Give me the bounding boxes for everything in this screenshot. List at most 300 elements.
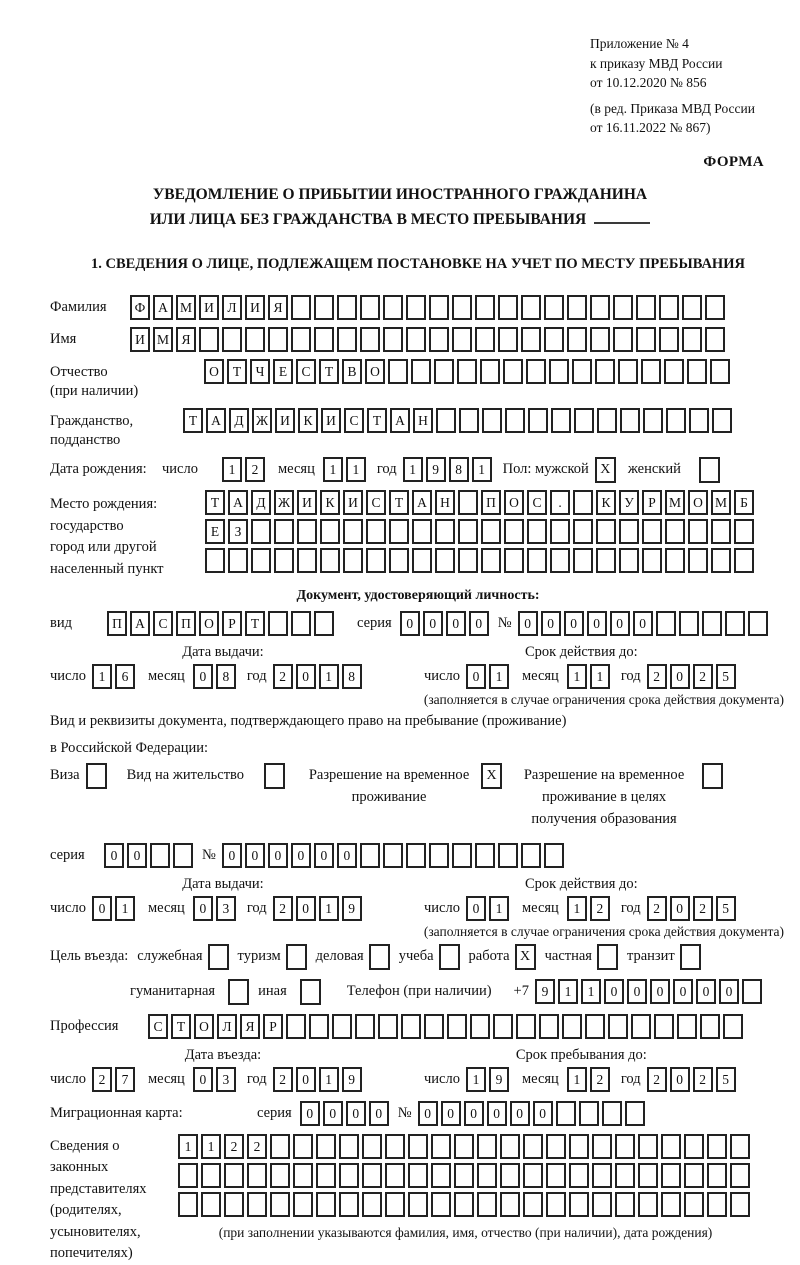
char-cell[interactable] bbox=[475, 327, 495, 352]
char-cell[interactable] bbox=[498, 295, 518, 320]
char-cell[interactable] bbox=[270, 1192, 290, 1217]
char-cell[interactable] bbox=[388, 359, 408, 384]
char-cell[interactable]: 1 bbox=[319, 664, 339, 689]
char-cell[interactable] bbox=[661, 1163, 681, 1188]
char-cell[interactable] bbox=[636, 327, 656, 352]
char-cell[interactable] bbox=[688, 519, 708, 544]
char-cell[interactable] bbox=[615, 1134, 635, 1159]
char-cell[interactable] bbox=[360, 295, 380, 320]
char-cell[interactable] bbox=[682, 327, 702, 352]
char-cell[interactable] bbox=[615, 1163, 635, 1188]
char-cell[interactable]: 1 bbox=[115, 896, 135, 921]
char-cell[interactable]: 9 bbox=[535, 979, 555, 1004]
char-cell[interactable] bbox=[247, 1163, 267, 1188]
char-cell[interactable]: А bbox=[228, 490, 248, 515]
char-cell[interactable]: 2 bbox=[693, 1067, 713, 1092]
char-cell[interactable] bbox=[659, 295, 679, 320]
char-cell[interactable] bbox=[711, 548, 731, 573]
char-cell[interactable] bbox=[528, 408, 548, 433]
char-cell[interactable]: 1 bbox=[567, 664, 587, 689]
char-cell[interactable]: П bbox=[176, 611, 196, 636]
char-cell[interactable] bbox=[362, 1134, 382, 1159]
char-cell[interactable] bbox=[475, 295, 495, 320]
char-cell[interactable]: 0 bbox=[650, 979, 670, 1004]
char-cell[interactable] bbox=[385, 1163, 405, 1188]
char-cell[interactable]: 0 bbox=[696, 979, 716, 1004]
char-cell[interactable]: Т bbox=[389, 490, 409, 515]
char-cell[interactable]: Б bbox=[734, 490, 754, 515]
sex-male-checkbox[interactable]: X bbox=[595, 457, 616, 483]
char-cell[interactable]: 0 bbox=[346, 1101, 366, 1126]
char-cell[interactable] bbox=[572, 359, 592, 384]
char-cell[interactable] bbox=[684, 1192, 704, 1217]
char-cell[interactable]: 2 bbox=[693, 664, 713, 689]
char-cell[interactable]: 2 bbox=[647, 664, 667, 689]
char-cell[interactable] bbox=[429, 295, 449, 320]
char-cell[interactable] bbox=[613, 295, 633, 320]
char-cell[interactable]: Д bbox=[251, 490, 271, 515]
char-cell[interactable] bbox=[597, 408, 617, 433]
char-cell[interactable] bbox=[523, 1163, 543, 1188]
char-cell[interactable] bbox=[569, 1134, 589, 1159]
char-cell[interactable]: 8 bbox=[449, 457, 469, 482]
char-cell[interactable]: 1 bbox=[323, 457, 343, 482]
char-cell[interactable] bbox=[573, 519, 593, 544]
char-cell[interactable] bbox=[458, 548, 478, 573]
char-cell[interactable]: 0 bbox=[604, 979, 624, 1004]
char-cell[interactable] bbox=[245, 327, 265, 352]
char-cell[interactable]: 0 bbox=[92, 896, 112, 921]
char-cell[interactable] bbox=[544, 295, 564, 320]
char-cell[interactable]: И bbox=[130, 327, 150, 352]
char-cell[interactable] bbox=[452, 295, 472, 320]
char-cell[interactable]: 0 bbox=[627, 979, 647, 1004]
char-cell[interactable]: 0 bbox=[323, 1101, 343, 1126]
char-cell[interactable] bbox=[459, 408, 479, 433]
char-cell[interactable]: К bbox=[298, 408, 318, 433]
char-cell[interactable] bbox=[408, 1134, 428, 1159]
char-cell[interactable] bbox=[475, 843, 495, 868]
char-cell[interactable]: О bbox=[365, 359, 385, 384]
char-cell[interactable] bbox=[389, 519, 409, 544]
char-cell[interactable]: И bbox=[245, 295, 265, 320]
char-cell[interactable] bbox=[251, 519, 271, 544]
char-cell[interactable]: 0 bbox=[337, 843, 357, 868]
char-cell[interactable] bbox=[411, 359, 431, 384]
char-cell[interactable] bbox=[573, 490, 593, 515]
char-cell[interactable]: Ф bbox=[130, 295, 150, 320]
char-cell[interactable] bbox=[291, 611, 311, 636]
char-cell[interactable] bbox=[178, 1163, 198, 1188]
char-cell[interactable]: Т bbox=[183, 408, 203, 433]
char-cell[interactable] bbox=[477, 1163, 497, 1188]
char-cell[interactable]: 2 bbox=[247, 1134, 267, 1159]
char-cell[interactable] bbox=[608, 1014, 628, 1039]
char-cell[interactable]: 1 bbox=[403, 457, 423, 482]
char-cell[interactable] bbox=[224, 1192, 244, 1217]
char-cell[interactable] bbox=[730, 1163, 750, 1188]
char-cell[interactable]: 0 bbox=[633, 611, 653, 636]
char-cell[interactable] bbox=[337, 295, 357, 320]
temp-residence-education-checkbox[interactable] bbox=[702, 763, 723, 789]
char-cell[interactable] bbox=[546, 1134, 566, 1159]
char-cell[interactable] bbox=[274, 548, 294, 573]
char-cell[interactable] bbox=[293, 1134, 313, 1159]
char-cell[interactable]: 0 bbox=[670, 1067, 690, 1092]
char-cell[interactable] bbox=[527, 548, 547, 573]
char-cell[interactable] bbox=[665, 519, 685, 544]
char-cell[interactable]: Т bbox=[367, 408, 387, 433]
char-cell[interactable]: Д bbox=[229, 408, 249, 433]
char-cell[interactable] bbox=[665, 548, 685, 573]
char-cell[interactable]: 2 bbox=[590, 1067, 610, 1092]
char-cell[interactable]: 2 bbox=[273, 896, 293, 921]
char-cell[interactable] bbox=[734, 519, 754, 544]
char-cell[interactable] bbox=[595, 359, 615, 384]
humanitarian-checkbox[interactable] bbox=[228, 979, 249, 1005]
char-cell[interactable] bbox=[383, 843, 403, 868]
char-cell[interactable] bbox=[700, 1014, 720, 1039]
char-cell[interactable] bbox=[360, 843, 380, 868]
char-cell[interactable]: 0 bbox=[469, 611, 489, 636]
char-cell[interactable]: 9 bbox=[342, 1067, 362, 1092]
char-cell[interactable]: Я bbox=[176, 327, 196, 352]
char-cell[interactable] bbox=[477, 1192, 497, 1217]
char-cell[interactable] bbox=[355, 1014, 375, 1039]
char-cell[interactable]: Е bbox=[273, 359, 293, 384]
char-cell[interactable]: 0 bbox=[670, 896, 690, 921]
char-cell[interactable] bbox=[477, 1134, 497, 1159]
char-cell[interactable]: 5 bbox=[716, 896, 736, 921]
char-cell[interactable] bbox=[500, 1192, 520, 1217]
char-cell[interactable]: 0 bbox=[441, 1101, 461, 1126]
char-cell[interactable] bbox=[730, 1134, 750, 1159]
char-cell[interactable] bbox=[569, 1163, 589, 1188]
char-cell[interactable]: П bbox=[481, 490, 501, 515]
char-cell[interactable] bbox=[551, 408, 571, 433]
char-cell[interactable]: О bbox=[688, 490, 708, 515]
char-cell[interactable] bbox=[458, 490, 478, 515]
char-cell[interactable]: Ч bbox=[250, 359, 270, 384]
char-cell[interactable] bbox=[573, 548, 593, 573]
char-cell[interactable]: 0 bbox=[418, 1101, 438, 1126]
char-cell[interactable]: 0 bbox=[127, 843, 147, 868]
char-cell[interactable] bbox=[205, 548, 225, 573]
char-cell[interactable] bbox=[642, 519, 662, 544]
char-cell[interactable]: 0 bbox=[510, 1101, 530, 1126]
char-cell[interactable] bbox=[270, 1163, 290, 1188]
char-cell[interactable] bbox=[383, 295, 403, 320]
char-cell[interactable] bbox=[343, 519, 363, 544]
char-cell[interactable]: 1 bbox=[489, 664, 509, 689]
char-cell[interactable] bbox=[516, 1014, 536, 1039]
char-cell[interactable] bbox=[247, 1192, 267, 1217]
char-cell[interactable] bbox=[666, 408, 686, 433]
char-cell[interactable] bbox=[562, 1014, 582, 1039]
char-cell[interactable] bbox=[596, 519, 616, 544]
char-cell[interactable] bbox=[659, 327, 679, 352]
char-cell[interactable]: . bbox=[550, 490, 570, 515]
char-cell[interactable]: 1 bbox=[92, 664, 112, 689]
char-cell[interactable] bbox=[527, 519, 547, 544]
char-cell[interactable]: М bbox=[665, 490, 685, 515]
char-cell[interactable] bbox=[544, 327, 564, 352]
char-cell[interactable] bbox=[454, 1134, 474, 1159]
char-cell[interactable] bbox=[378, 1014, 398, 1039]
char-cell[interactable]: Н bbox=[413, 408, 433, 433]
char-cell[interactable] bbox=[339, 1134, 359, 1159]
char-cell[interactable] bbox=[286, 1014, 306, 1039]
char-cell[interactable] bbox=[500, 1134, 520, 1159]
char-cell[interactable] bbox=[585, 1014, 605, 1039]
char-cell[interactable]: 0 bbox=[487, 1101, 507, 1126]
char-cell[interactable] bbox=[228, 548, 248, 573]
char-cell[interactable]: О bbox=[504, 490, 524, 515]
official-checkbox[interactable] bbox=[208, 944, 229, 970]
char-cell[interactable]: И bbox=[275, 408, 295, 433]
char-cell[interactable]: 1 bbox=[178, 1134, 198, 1159]
char-cell[interactable]: 0 bbox=[673, 979, 693, 1004]
char-cell[interactable]: 0 bbox=[564, 611, 584, 636]
char-cell[interactable]: С bbox=[148, 1014, 168, 1039]
char-cell[interactable] bbox=[297, 548, 317, 573]
char-cell[interactable]: К bbox=[596, 490, 616, 515]
char-cell[interactable]: 0 bbox=[464, 1101, 484, 1126]
char-cell[interactable] bbox=[596, 548, 616, 573]
char-cell[interactable] bbox=[452, 843, 472, 868]
transit-checkbox[interactable] bbox=[680, 944, 701, 970]
char-cell[interactable] bbox=[201, 1163, 221, 1188]
char-cell[interactable] bbox=[293, 1163, 313, 1188]
char-cell[interactable]: 2 bbox=[92, 1067, 112, 1092]
char-cell[interactable] bbox=[362, 1192, 382, 1217]
sex-female-checkbox[interactable] bbox=[699, 457, 720, 483]
char-cell[interactable] bbox=[406, 295, 426, 320]
char-cell[interactable] bbox=[592, 1163, 612, 1188]
char-cell[interactable] bbox=[314, 295, 334, 320]
char-cell[interactable] bbox=[619, 519, 639, 544]
char-cell[interactable] bbox=[526, 359, 546, 384]
char-cell[interactable] bbox=[725, 611, 745, 636]
char-cell[interactable]: 0 bbox=[466, 664, 486, 689]
char-cell[interactable]: 2 bbox=[647, 896, 667, 921]
char-cell[interactable] bbox=[748, 611, 768, 636]
char-cell[interactable] bbox=[505, 408, 525, 433]
char-cell[interactable]: 0 bbox=[193, 896, 213, 921]
char-cell[interactable] bbox=[592, 1134, 612, 1159]
char-cell[interactable] bbox=[320, 519, 340, 544]
char-cell[interactable]: 0 bbox=[104, 843, 124, 868]
char-cell[interactable] bbox=[656, 611, 676, 636]
char-cell[interactable] bbox=[385, 1192, 405, 1217]
char-cell[interactable] bbox=[201, 1192, 221, 1217]
char-cell[interactable]: 0 bbox=[296, 896, 316, 921]
char-cell[interactable] bbox=[470, 1014, 490, 1039]
char-cell[interactable] bbox=[320, 548, 340, 573]
char-cell[interactable] bbox=[710, 359, 730, 384]
char-cell[interactable]: Л bbox=[217, 1014, 237, 1039]
char-cell[interactable] bbox=[316, 1192, 336, 1217]
char-cell[interactable] bbox=[498, 843, 518, 868]
char-cell[interactable] bbox=[684, 1134, 704, 1159]
char-cell[interactable] bbox=[178, 1192, 198, 1217]
char-cell[interactable] bbox=[546, 1192, 566, 1217]
other-purpose-checkbox[interactable] bbox=[300, 979, 321, 1005]
char-cell[interactable] bbox=[654, 1014, 674, 1039]
char-cell[interactable] bbox=[389, 548, 409, 573]
char-cell[interactable]: 1 bbox=[319, 1067, 339, 1092]
char-cell[interactable] bbox=[316, 1134, 336, 1159]
char-cell[interactable]: 0 bbox=[400, 611, 420, 636]
char-cell[interactable]: Е bbox=[205, 519, 225, 544]
char-cell[interactable]: 1 bbox=[222, 457, 242, 482]
char-cell[interactable] bbox=[498, 327, 518, 352]
char-cell[interactable]: 2 bbox=[590, 896, 610, 921]
char-cell[interactable] bbox=[222, 327, 242, 352]
char-cell[interactable] bbox=[592, 1192, 612, 1217]
char-cell[interactable] bbox=[734, 548, 754, 573]
char-cell[interactable]: 1 bbox=[319, 896, 339, 921]
char-cell[interactable] bbox=[480, 359, 500, 384]
char-cell[interactable]: А bbox=[390, 408, 410, 433]
char-cell[interactable] bbox=[337, 327, 357, 352]
char-cell[interactable]: 0 bbox=[719, 979, 739, 1004]
char-cell[interactable]: 1 bbox=[581, 979, 601, 1004]
char-cell[interactable]: 1 bbox=[590, 664, 610, 689]
char-cell[interactable]: А bbox=[412, 490, 432, 515]
char-cell[interactable] bbox=[539, 1014, 559, 1039]
char-cell[interactable] bbox=[408, 1192, 428, 1217]
char-cell[interactable] bbox=[339, 1163, 359, 1188]
char-cell[interactable] bbox=[712, 408, 732, 433]
char-cell[interactable] bbox=[293, 1192, 313, 1217]
char-cell[interactable] bbox=[339, 1192, 359, 1217]
char-cell[interactable] bbox=[503, 359, 523, 384]
char-cell[interactable]: 8 bbox=[216, 664, 236, 689]
char-cell[interactable] bbox=[546, 1163, 566, 1188]
char-cell[interactable] bbox=[590, 327, 610, 352]
char-cell[interactable]: 3 bbox=[216, 1067, 236, 1092]
char-cell[interactable] bbox=[550, 548, 570, 573]
char-cell[interactable]: З bbox=[228, 519, 248, 544]
char-cell[interactable] bbox=[362, 1163, 382, 1188]
char-cell[interactable]: 0 bbox=[296, 664, 316, 689]
char-cell[interactable] bbox=[631, 1014, 651, 1039]
char-cell[interactable] bbox=[641, 359, 661, 384]
char-cell[interactable]: 0 bbox=[670, 664, 690, 689]
char-cell[interactable] bbox=[429, 843, 449, 868]
char-cell[interactable] bbox=[434, 359, 454, 384]
char-cell[interactable]: К bbox=[320, 490, 340, 515]
char-cell[interactable]: 0 bbox=[268, 843, 288, 868]
char-cell[interactable]: И bbox=[297, 490, 317, 515]
char-cell[interactable] bbox=[638, 1192, 658, 1217]
char-cell[interactable] bbox=[173, 843, 193, 868]
char-cell[interactable]: 0 bbox=[296, 1067, 316, 1092]
char-cell[interactable]: Р bbox=[642, 490, 662, 515]
char-cell[interactable] bbox=[385, 1134, 405, 1159]
char-cell[interactable]: 1 bbox=[567, 1067, 587, 1092]
char-cell[interactable] bbox=[661, 1192, 681, 1217]
visa-checkbox[interactable] bbox=[86, 763, 107, 789]
char-cell[interactable] bbox=[619, 548, 639, 573]
char-cell[interactable]: 6 bbox=[115, 664, 135, 689]
char-cell[interactable]: С bbox=[527, 490, 547, 515]
char-cell[interactable]: 1 bbox=[201, 1134, 221, 1159]
char-cell[interactable] bbox=[316, 1163, 336, 1188]
char-cell[interactable]: Я bbox=[268, 295, 288, 320]
char-cell[interactable]: М bbox=[711, 490, 731, 515]
char-cell[interactable] bbox=[504, 548, 524, 573]
char-cell[interactable] bbox=[332, 1014, 352, 1039]
char-cell[interactable]: 1 bbox=[346, 457, 366, 482]
char-cell[interactable]: 8 bbox=[342, 664, 362, 689]
char-cell[interactable] bbox=[431, 1192, 451, 1217]
char-cell[interactable] bbox=[550, 519, 570, 544]
char-cell[interactable] bbox=[620, 408, 640, 433]
char-cell[interactable]: С bbox=[366, 490, 386, 515]
char-cell[interactable]: Л bbox=[222, 295, 242, 320]
char-cell[interactable] bbox=[567, 327, 587, 352]
char-cell[interactable] bbox=[638, 1134, 658, 1159]
char-cell[interactable] bbox=[504, 519, 524, 544]
char-cell[interactable] bbox=[730, 1192, 750, 1217]
char-cell[interactable] bbox=[481, 519, 501, 544]
char-cell[interactable] bbox=[642, 548, 662, 573]
char-cell[interactable] bbox=[270, 1134, 290, 1159]
char-cell[interactable] bbox=[458, 519, 478, 544]
char-cell[interactable] bbox=[366, 548, 386, 573]
char-cell[interactable]: 0 bbox=[446, 611, 466, 636]
char-cell[interactable]: 1 bbox=[472, 457, 492, 482]
char-cell[interactable] bbox=[556, 1101, 576, 1126]
char-cell[interactable] bbox=[521, 327, 541, 352]
char-cell[interactable]: 0 bbox=[300, 1101, 320, 1126]
char-cell[interactable] bbox=[291, 327, 311, 352]
char-cell[interactable] bbox=[150, 843, 170, 868]
char-cell[interactable]: О bbox=[199, 611, 219, 636]
char-cell[interactable] bbox=[689, 408, 709, 433]
char-cell[interactable] bbox=[711, 519, 731, 544]
char-cell[interactable] bbox=[707, 1192, 727, 1217]
char-cell[interactable]: 0 bbox=[423, 611, 443, 636]
char-cell[interactable]: 1 bbox=[489, 896, 509, 921]
char-cell[interactable] bbox=[684, 1163, 704, 1188]
char-cell[interactable] bbox=[618, 359, 638, 384]
char-cell[interactable]: В bbox=[342, 359, 362, 384]
char-cell[interactable]: 9 bbox=[342, 896, 362, 921]
char-cell[interactable] bbox=[521, 843, 541, 868]
char-cell[interactable] bbox=[705, 295, 725, 320]
char-cell[interactable] bbox=[602, 1101, 622, 1126]
char-cell[interactable]: М bbox=[176, 295, 196, 320]
char-cell[interactable] bbox=[436, 408, 456, 433]
char-cell[interactable] bbox=[314, 327, 334, 352]
char-cell[interactable]: 9 bbox=[489, 1067, 509, 1092]
char-cell[interactable] bbox=[661, 1134, 681, 1159]
char-cell[interactable] bbox=[435, 519, 455, 544]
char-cell[interactable]: 0 bbox=[291, 843, 311, 868]
char-cell[interactable] bbox=[742, 979, 762, 1004]
char-cell[interactable]: 5 bbox=[716, 664, 736, 689]
char-cell[interactable]: С bbox=[153, 611, 173, 636]
char-cell[interactable]: 0 bbox=[518, 611, 538, 636]
char-cell[interactable]: 0 bbox=[587, 611, 607, 636]
char-cell[interactable]: 2 bbox=[693, 896, 713, 921]
char-cell[interactable] bbox=[590, 295, 610, 320]
char-cell[interactable]: Т bbox=[205, 490, 225, 515]
char-cell[interactable]: 1 bbox=[558, 979, 578, 1004]
